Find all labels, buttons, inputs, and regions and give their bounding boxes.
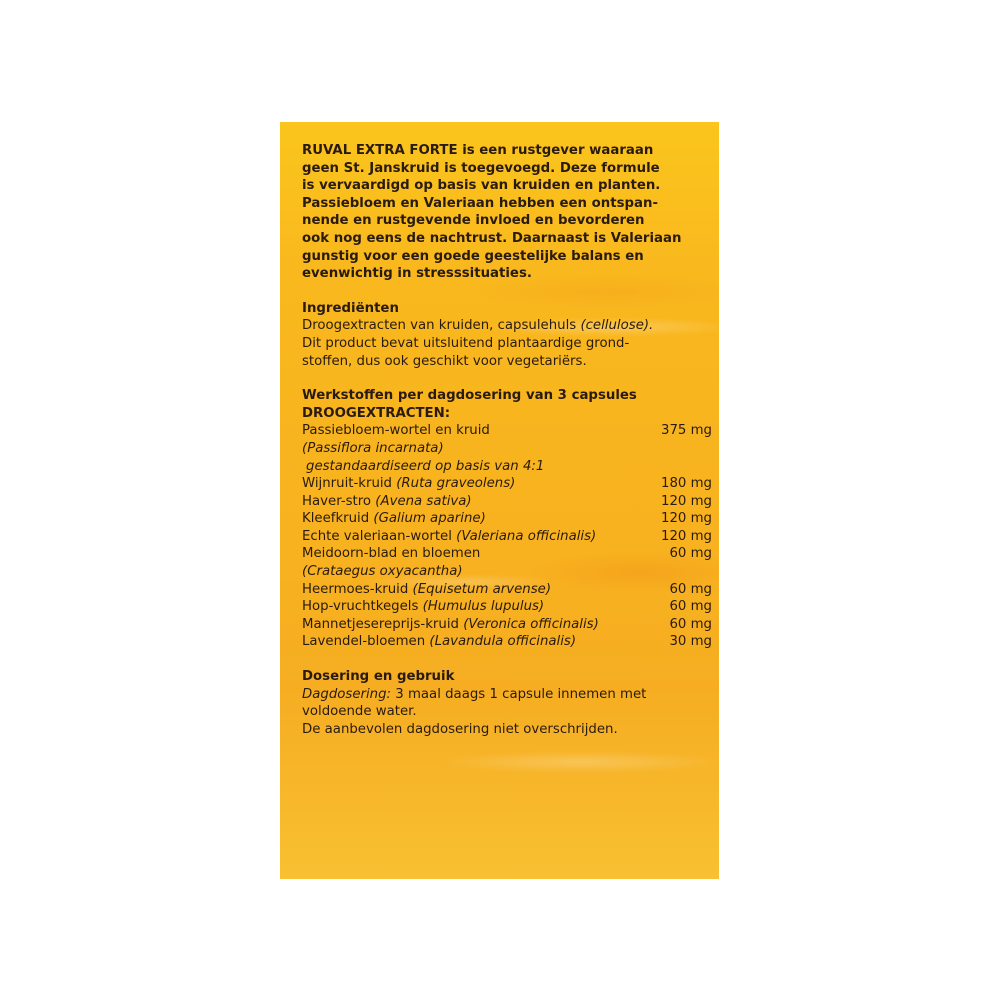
active-name-text: Hop-vruchtkegels [302, 599, 423, 615]
active-amount: 375 mg [661, 423, 712, 439]
active-latin-text: (Passiflora incarnata) [302, 440, 444, 456]
active-name-text: Echte valeriaan-wortel [302, 528, 457, 544]
active-amount: 60 mg [669, 616, 712, 632]
active-amount: 60 mg [669, 599, 712, 615]
active-name [302, 616, 599, 634]
active-latin-text: (Avena sativa) [375, 493, 472, 509]
ingredients-line-1-italic: (cellulose). [580, 318, 654, 334]
active-name [302, 493, 472, 511]
active-amount: 60 mg [669, 546, 712, 562]
active-list-1 [302, 475, 712, 545]
active-latin-text: (Equisetum arvense) [412, 581, 552, 597]
ingredients-line-1 [302, 317, 712, 335]
dosage-line-1-text: 3 maal daags 1 capsule innemen met [391, 686, 647, 702]
active-latin-text: (Ruta graveolens) [396, 476, 516, 492]
active-row-hawthorn [302, 545, 712, 563]
active-note-text: gestandaardiseerd op basis van 4:1 [306, 458, 545, 474]
ingredients-heading: Ingrediënten [302, 300, 399, 316]
actives-heading: Werkstoffen per dagdosering van 3 capsules [302, 388, 637, 404]
dosage-line-1 [302, 686, 712, 704]
active-name-text: Heermoes-kruid [302, 581, 413, 597]
active-amount: 180 mg [661, 476, 712, 492]
active-amount: 120 mg [661, 511, 712, 527]
active-latin-text: (Veronica officinalis) [463, 616, 599, 632]
product-label-panel [280, 122, 719, 879]
active-row [302, 616, 712, 634]
active-name [302, 528, 596, 546]
dosage-label: Dagdosering: [302, 686, 392, 702]
actives-subheading: DROOGEXTRACTEN: [302, 405, 451, 421]
active-row-passion [302, 422, 712, 440]
active-amount: 60 mg [669, 581, 712, 597]
intro-paragraph: RUVAL EXTRA FORTE is een rustgever waaraan geen St. Janskruid is toegevoegd. Deze formule is vervaardigd op basis van kruiden en planten. Passiebloem en Valeriaan hebben een ontspan- nende en rustgevende invloed en bevorderen ook nog eens de nachtrust. Daarnaast is Valeriaan gunstig voor een goede geestelijke balans en evenwichtig in stresssituaties. [302, 143, 682, 282]
active-name: Meidoorn-blad en bloemen [302, 546, 481, 562]
ingredients-line-2: Dit product bevat uitsluitend plantaardige grond- [302, 335, 630, 351]
active-note [302, 458, 712, 476]
active-latin-text: (Humulus lupulus) [422, 599, 545, 615]
active-row [302, 581, 712, 599]
active-name [302, 633, 576, 651]
active-row [302, 528, 712, 546]
active-name [302, 510, 486, 528]
active-name-text: Haver-stro [302, 493, 376, 509]
active-amount: 30 mg [669, 634, 712, 650]
active-name-text: Kleefkruid [302, 511, 374, 527]
active-latin-text: (Lavandula officinalis) [429, 634, 577, 650]
actives-section [302, 387, 712, 651]
active-list-2 [302, 581, 712, 651]
active-row [302, 633, 712, 651]
active-row [302, 493, 712, 511]
dosage-line-2: voldoende water. [302, 704, 417, 720]
active-latin-text: (Valeriana officinalis) [456, 528, 597, 544]
active-latin [302, 440, 712, 458]
label-content [302, 142, 712, 738]
active-name-text: Wijnruit-kruid [302, 476, 397, 492]
active-amount: 120 mg [661, 493, 712, 509]
active-name: Passiebloem-wortel en kruid [302, 423, 490, 439]
dosage-heading: Dosering en gebruik [302, 669, 455, 685]
active-name-text: Lavendel-bloemen [302, 634, 430, 650]
active-name-text: Mannetjesereprijs-kruid [302, 616, 464, 632]
dosage-line-3: De aanbevolen dagdosering niet overschrijden. [302, 721, 618, 737]
active-latin-text: (Crataegus oxyacantha) [302, 564, 463, 580]
active-name [302, 598, 544, 616]
active-latin [302, 563, 712, 581]
active-row [302, 598, 712, 616]
ingredients-line-3: stoffen, dus ook geschikt voor vegetariërs. [302, 353, 587, 369]
active-latin-text: (Galium aparine) [373, 511, 486, 527]
ingredients-line-1-text: Droogextracten van kruiden, capsulehuls [302, 318, 581, 334]
active-row [302, 475, 712, 493]
ingredients-section [302, 300, 712, 370]
active-name [302, 475, 515, 493]
active-row [302, 510, 712, 528]
active-name [302, 581, 551, 599]
dosage-section [302, 668, 712, 738]
active-amount: 120 mg [661, 528, 712, 544]
